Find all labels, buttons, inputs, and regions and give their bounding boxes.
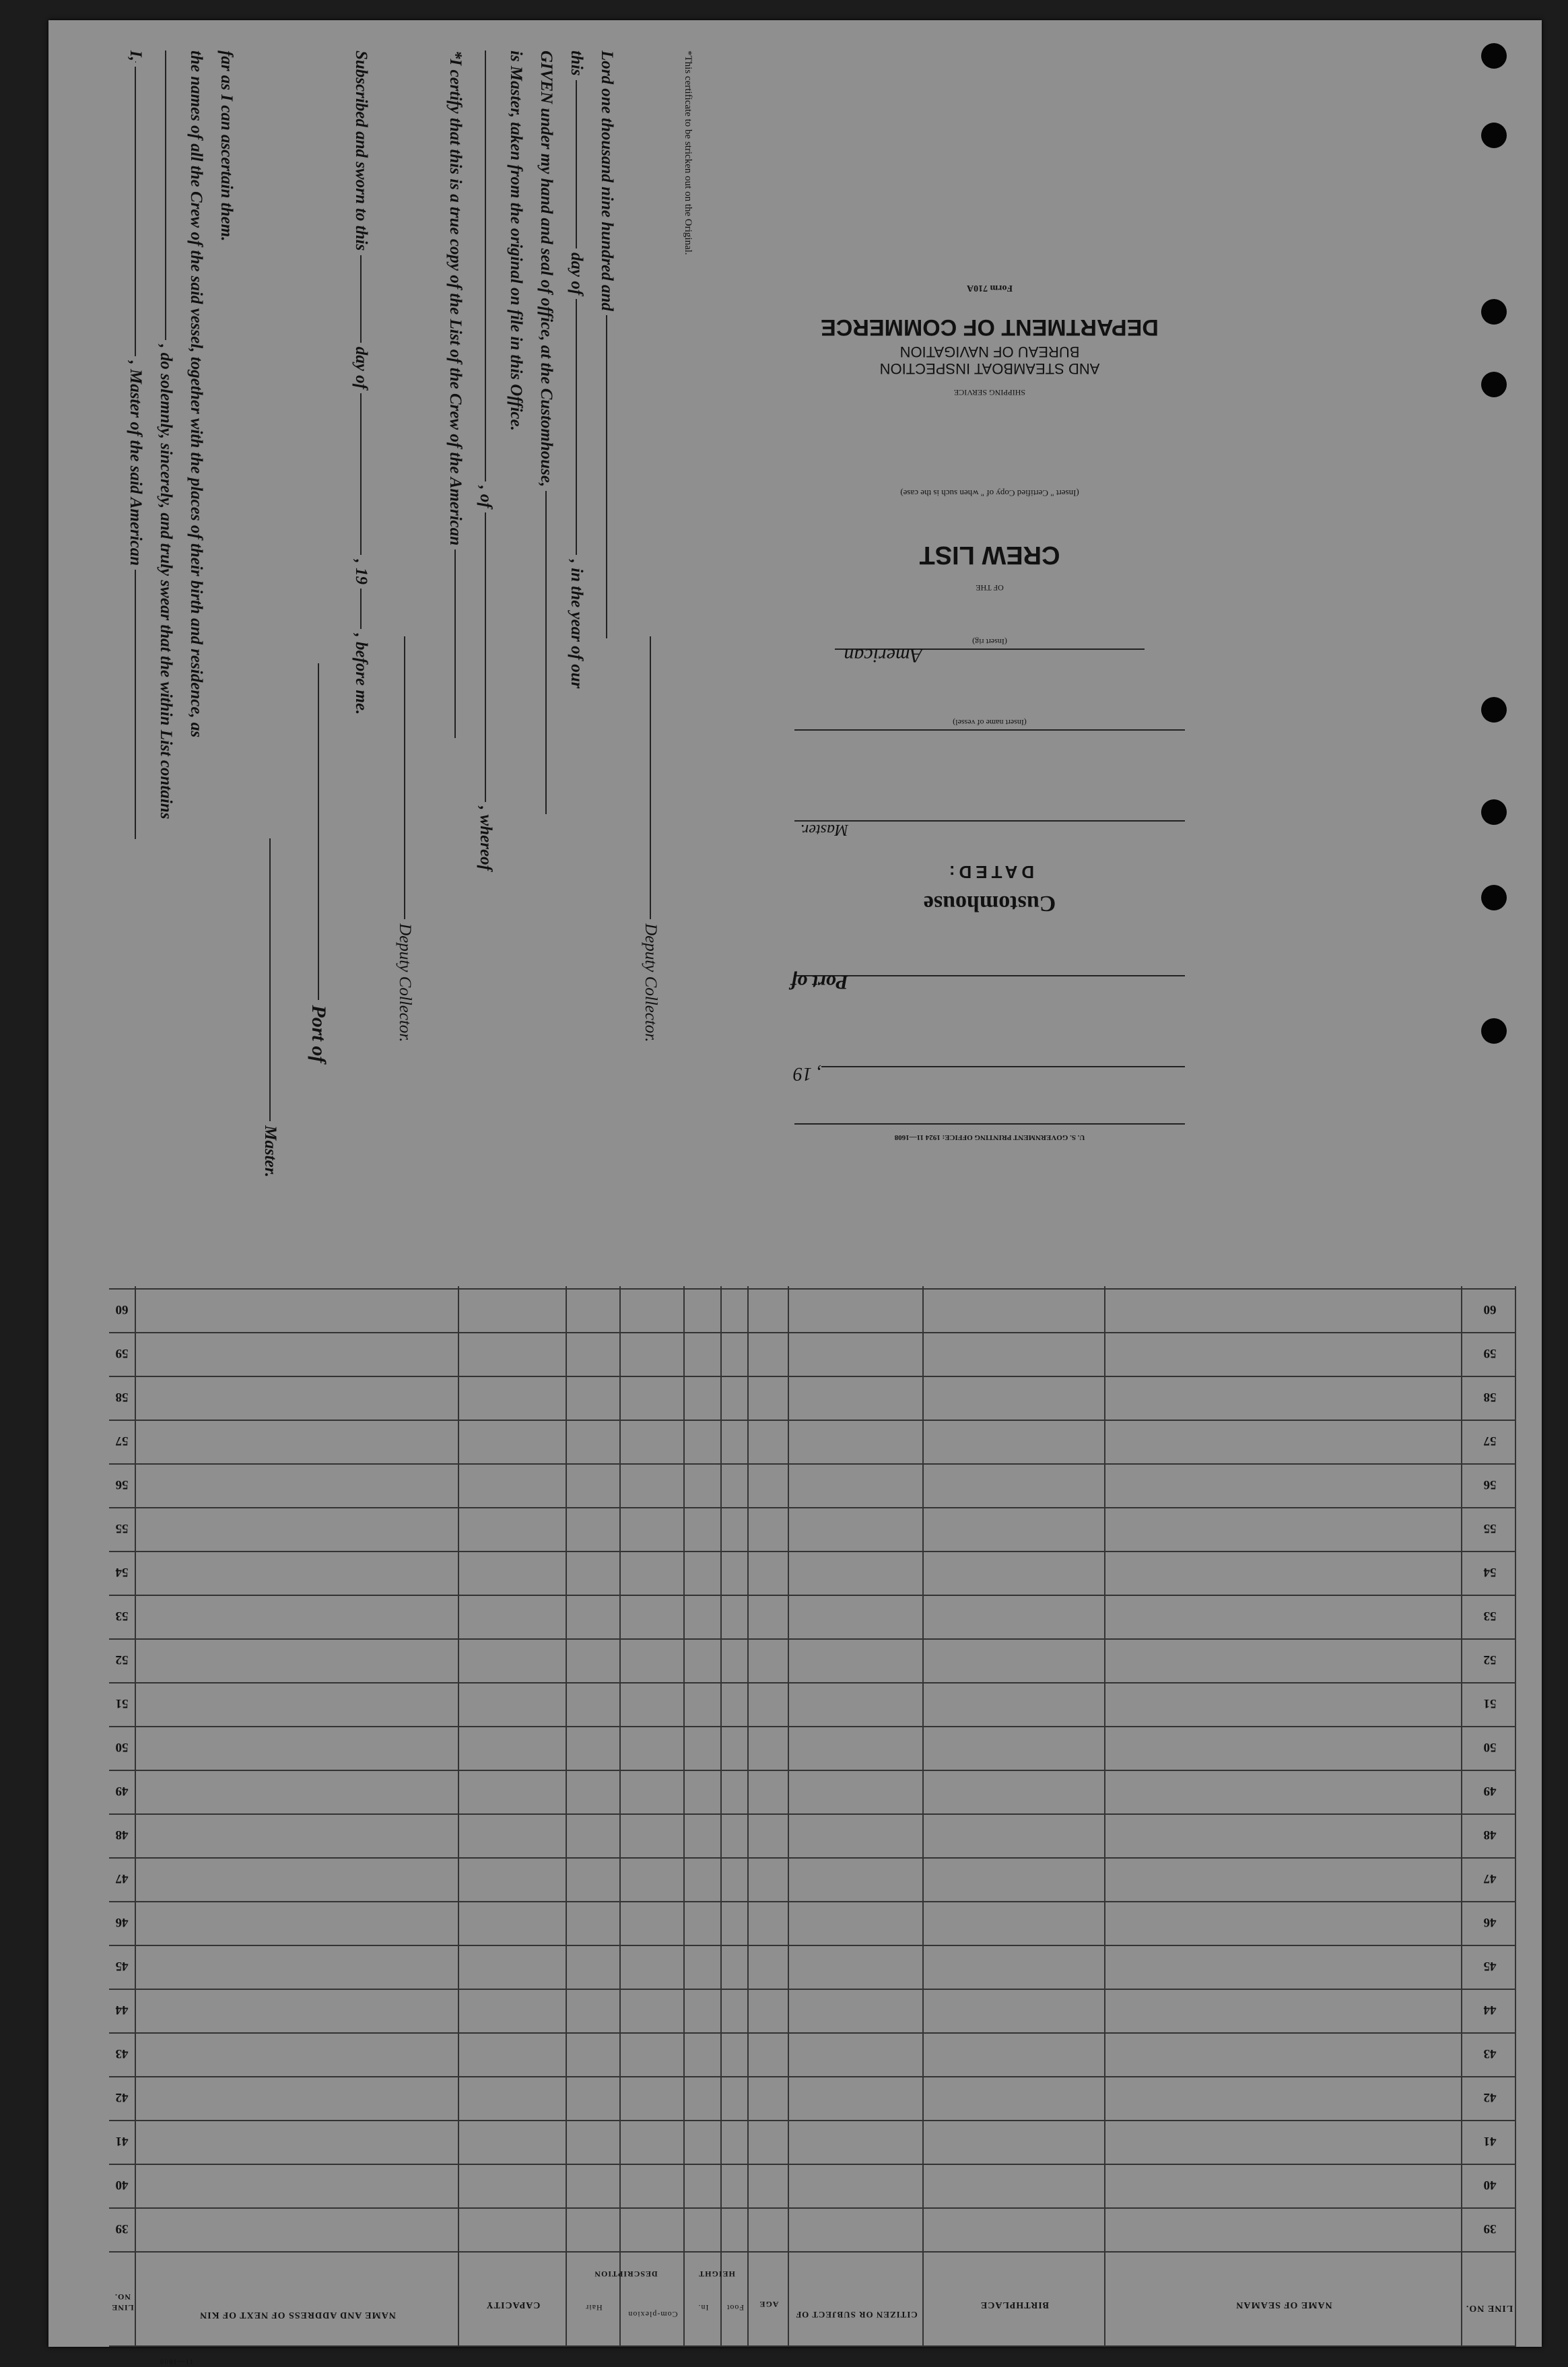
header-line-no-right: LINE NO. — [111, 2292, 134, 2312]
bureau-line-1: BUREAU OF NAVIGATION — [899, 343, 1080, 360]
table-row-divider — [109, 1595, 1516, 1596]
date-line — [821, 1066, 1185, 1067]
oath-line-3: the names of all the Crew of the said vessel, together with the places of their birth and residence, as — [187, 51, 205, 738]
department-title: DEPARTMENT OF COMMERCE — [821, 314, 1159, 340]
shipping-service: SHIPPING SERVICE — [953, 388, 1026, 397]
table-row-divider — [109, 2120, 1516, 2121]
printer-line: U. S. GOVERNMENT PRINTING OFFICE: 1924 11—1608 — [894, 1133, 1085, 1141]
row-line-number: 48 — [1483, 1828, 1497, 1842]
row-line-number: 60 — [1483, 1302, 1497, 1316]
crew-table — [109, 1286, 1516, 2366]
oath-section — [48, 20, 1542, 1283]
header-height: HEIGHT — [698, 2269, 735, 2279]
table-row-divider — [109, 1989, 1516, 1990]
header-name-of-seaman: NAME OF SEAMAN — [1235, 2300, 1332, 2310]
row-line-number: 51 — [1483, 1696, 1497, 1710]
form-code: 11—1608 — [159, 2358, 194, 2366]
table-row-divider — [109, 2164, 1516, 2165]
row-line-number-right: 52 — [115, 1653, 129, 1667]
bureau-line-2: AND STEAMBOAT INSPECTION — [879, 360, 1100, 377]
row-line-number-right: 44 — [115, 2003, 129, 2017]
table-row-divider — [109, 2076, 1516, 2077]
header-age: AGE — [759, 2300, 779, 2309]
row-line-number: 44 — [1483, 2003, 1497, 2017]
row-line-number: 55 — [1483, 1521, 1497, 1535]
table-row-divider — [109, 1638, 1516, 1640]
port-of: Port of — [307, 663, 330, 1269]
row-line-number-right: 39 — [115, 2222, 129, 2236]
row-line-number: 57 — [1483, 1434, 1497, 1448]
row-line-number-right: 53 — [115, 1609, 129, 1623]
row-line-number-right: 54 — [115, 1565, 129, 1579]
row-line-number: 58 — [1483, 1390, 1497, 1404]
oath-line-1: I, , Master of the said American — [126, 51, 145, 1256]
document-page — [48, 20, 1542, 2366]
oath-line-2: , do solemnly, sincerely, and truly swear that the within List contains — [156, 51, 175, 1256]
row-line-number: 56 — [1483, 1477, 1497, 1492]
lord-line: Lord one thousand nine hundred and — [597, 51, 616, 1256]
row-line-number: 52 — [1483, 1653, 1497, 1667]
american-label: American — [844, 644, 922, 667]
row-line-number-right: 48 — [115, 1828, 129, 1842]
oath-line-4: far as I can ascertain them. — [217, 51, 236, 242]
year-19: , 19 — [793, 1063, 821, 1084]
cover-panel — [754, 57, 1225, 1269]
master-signature: Master. — [261, 838, 279, 1242]
row-line-number: 40 — [1483, 2178, 1497, 2192]
row-line-number: 59 — [1483, 1346, 1497, 1360]
port-line — [794, 975, 1185, 976]
row-line-number: 49 — [1483, 1784, 1497, 1798]
header-hair: Hair — [585, 2303, 603, 2312]
table-row-divider — [109, 1420, 1516, 1421]
table-row-divider — [109, 1857, 1516, 1859]
insert-rig-note: (Insert rig) — [972, 637, 1007, 646]
deputy-collector-2: Deputy Collector. — [641, 636, 660, 1242]
table-row-divider — [109, 1682, 1516, 1683]
row-line-number-right: 60 — [115, 1302, 129, 1316]
this-day-line: this day of , in the year of our — [568, 51, 586, 689]
row-line-number-right: 47 — [115, 1871, 129, 1886]
row-line-number-right: 42 — [115, 2090, 129, 2104]
row-line-number: 45 — [1483, 1959, 1497, 1973]
table-row-divider — [109, 1288, 1516, 1290]
printer-rule — [794, 1123, 1185, 1125]
header-capacity: CAPACITY — [485, 2300, 541, 2310]
row-line-number-right: 56 — [115, 1477, 129, 1492]
master-label: Master. — [800, 821, 848, 838]
master-line — [794, 820, 1185, 822]
header-line-no: LINE NO. — [1465, 2303, 1513, 2313]
table-row-divider — [109, 1770, 1516, 1771]
table-row-divider — [109, 1463, 1516, 1465]
row-line-number: 43 — [1483, 2046, 1497, 2061]
table-row-divider — [109, 1901, 1516, 1902]
row-line-number-right: 50 — [115, 1740, 129, 1754]
table-row-divider — [109, 2207, 1516, 2209]
row-line-number: 53 — [1483, 1609, 1497, 1623]
row-line-number-right: 45 — [115, 1959, 129, 1973]
of-the: OF THE — [976, 583, 1004, 593]
table-row-divider — [109, 1813, 1516, 1815]
row-line-number-right: 43 — [115, 2046, 129, 2061]
row-line-number-right: 55 — [115, 1521, 129, 1535]
of-whereof-line: , of , whereof — [476, 51, 495, 1256]
crew-list-form — [48, 20, 1542, 2366]
row-line-number: 41 — [1483, 2134, 1497, 2148]
header-next-of-kin: NAME AND ADDRESS OF NEXT OF KIN — [199, 2310, 396, 2320]
vessel-line — [794, 729, 1185, 731]
header-birthplace: BIRTHPLACE — [980, 2300, 1050, 2310]
header-complexion: Com-plexion — [627, 2310, 678, 2319]
table-row-divider — [109, 2032, 1516, 2034]
header-inch: In. — [697, 2303, 709, 2312]
row-line-number: 46 — [1483, 1915, 1497, 1929]
stricken-note: *This certificate to be stricken out on the Original. — [683, 51, 693, 255]
row-line-number-right: 49 — [115, 1784, 129, 1798]
row-line-number-right: 58 — [115, 1390, 129, 1404]
customhouse-label: Customhouse — [923, 891, 1056, 916]
insert-certified-note: (Insert " Certified Copy of " when such is the case) — [900, 488, 1079, 498]
port-of-label: Port of — [790, 971, 848, 993]
row-line-number: 50 — [1483, 1740, 1497, 1754]
insert-vessel-note: (Insert name of vessel) — [953, 718, 1027, 727]
header-citizen: CITIZEN OR SUBJECT OF — [795, 2310, 918, 2320]
row-line-number: 39 — [1483, 2222, 1497, 2236]
row-line-number-right: 40 — [115, 2178, 129, 2192]
table-row-divider — [109, 1332, 1516, 1333]
row-line-number: 54 — [1483, 1565, 1497, 1579]
certify-line: *I certify that this is a true copy of the List of the Crew of the American — [446, 51, 465, 1256]
deputy-collector-1: Deputy Collector. — [395, 636, 414, 1242]
subscribed-line: Subscribed and sworn to this day of , 19 , before me. — [352, 51, 370, 715]
table-row-divider — [109, 1726, 1516, 1727]
form-number: Form 710A — [966, 283, 1013, 293]
header-description: DESCRIPTION — [594, 2269, 658, 2279]
header-foot: Foot — [726, 2303, 745, 2312]
is-master-line: is Master, taken from the original on file in this Office. — [507, 51, 525, 431]
row-line-number-right: 57 — [115, 1434, 129, 1448]
row-line-number: 47 — [1483, 1871, 1497, 1886]
row-line-number-right: 41 — [115, 2134, 129, 2148]
given-line: GIVEN under my hand and seal of office, at the Customhouse, — [537, 51, 555, 1256]
table-row-divider — [109, 1507, 1516, 1508]
dated-label: DATED: — [945, 862, 1035, 882]
row-line-number-right: 59 — [115, 1346, 129, 1360]
row-line-number: 42 — [1483, 2090, 1497, 2104]
row-line-number-right: 51 — [115, 1696, 129, 1710]
crew-list-title: CREW LIST — [919, 541, 1060, 569]
table-row-divider — [109, 1551, 1516, 1552]
table-row-divider — [109, 1945, 1516, 1946]
table-row-divider — [109, 1376, 1516, 1377]
row-line-number-right: 46 — [115, 1915, 129, 1929]
